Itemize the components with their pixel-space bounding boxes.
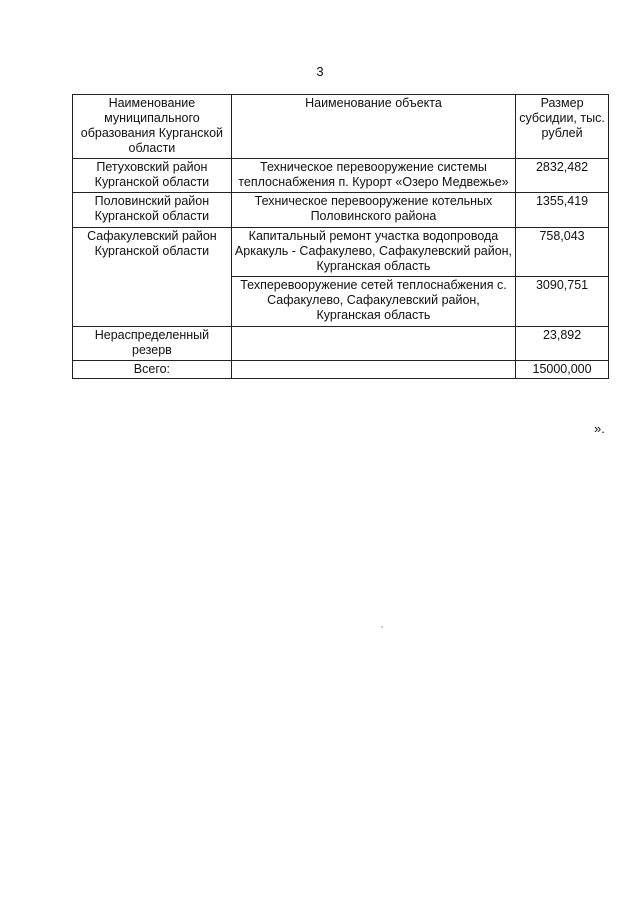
total-object-cell [231, 361, 515, 379]
amount-cell: 2832,482 [516, 159, 609, 193]
table-header-row [73, 95, 609, 159]
table-row [73, 228, 609, 277]
total-row [73, 361, 609, 379]
subsidy-table [72, 94, 609, 379]
amount-cell: 23,892 [516, 327, 609, 361]
scan-dot [381, 626, 383, 628]
object-cell: Техническое перевооружение котельных Половинского района [231, 193, 515, 228]
table-row [73, 327, 609, 361]
table-row [73, 159, 609, 193]
municipality-cell: Сафакулевский район Курганской области [73, 228, 232, 327]
table-row [73, 193, 609, 228]
header-amount: Размер субсидии, тыс. рублей [516, 95, 609, 159]
amount-cell: 758,043 [516, 228, 609, 277]
header-municipality: Наименование муниципального образования Курганской области [73, 95, 232, 159]
object-cell: Техперевооружение сетей теплоснабжения с. Сафакулево, Сафакулевский район, Курганская область [231, 277, 515, 327]
object-cell [231, 327, 515, 361]
municipality-cell: Половинский район Курганской области [73, 193, 232, 228]
header-object: Наименование объекта [231, 95, 515, 159]
amount-cell: 3090,751 [516, 277, 609, 327]
closing-quote-mark: ». [594, 421, 605, 436]
amount-cell: 1355,419 [516, 193, 609, 228]
total-amount: 15000,000 [516, 361, 609, 379]
object-cell: Капитальный ремонт участка водопровода Аркакуль - Сафакулево, Сафакулевский район, Курганская область [231, 228, 515, 277]
municipality-cell: Петуховский район Курганской области [73, 159, 232, 193]
municipality-cell: Нераспределенный резерв [73, 327, 232, 361]
total-label: Всего: [73, 361, 232, 379]
object-cell: Техническое перевооружение системы теплоснабжения п. Курорт «Озеро Медвежье» [231, 159, 515, 193]
page-number: 3 [316, 64, 324, 79]
